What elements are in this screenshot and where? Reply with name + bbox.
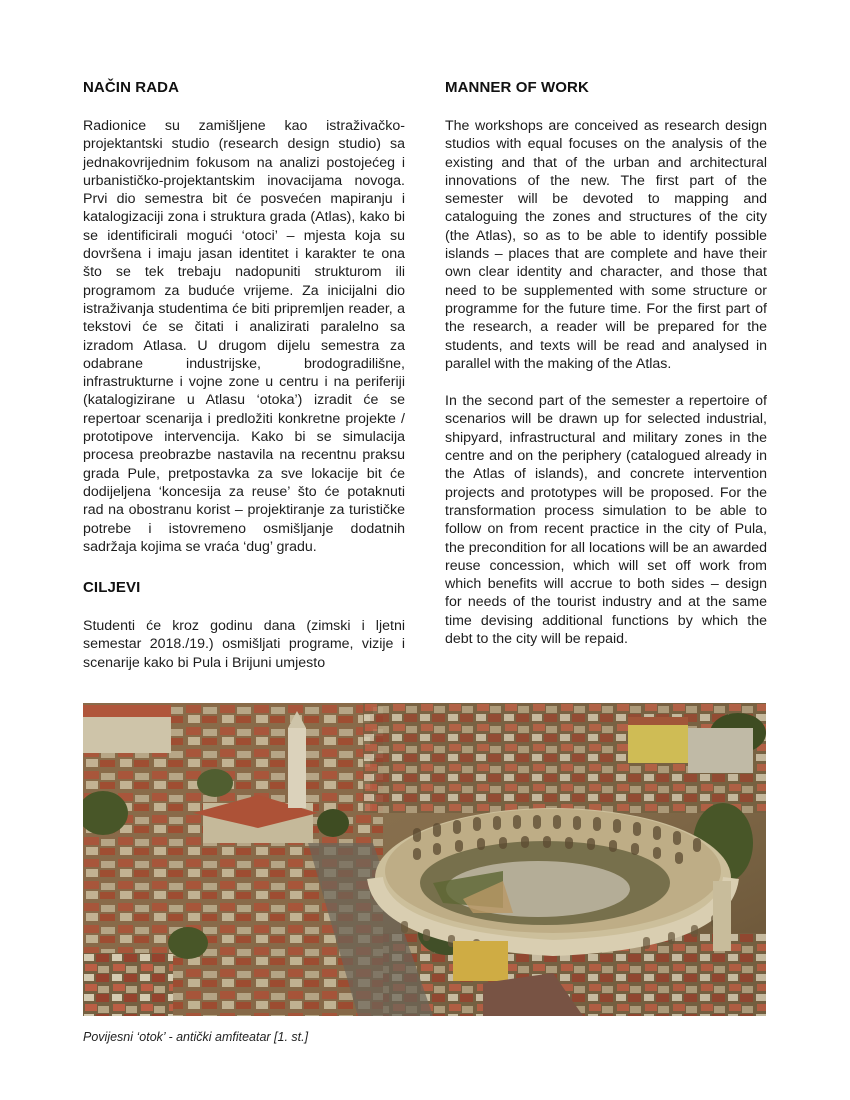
heading-nacin-rada: NAČIN RADA xyxy=(83,79,179,96)
paragraph-manner-of-work-2: In the second part of the semester a repertoire of scenarios will be drawn up for selected industrial, shipyard, infrastructural and military zones in the centre and on the periphery (catalogued already in the Atlas of islands), and concrete intervention projects and prototypes will be proposed. For the transformation process simulation to be able to follow on from recent practice in the city of Pula, the precondition for all locations will be an awarded reuse concession, which will set off work from which benefits will accrue to both sides – design for needs of the tourist industry and at the same time devising additional functions by which the debt to the city will be repaid. xyxy=(445,393,767,648)
paragraph-manner-of-work-1: The workshops are conceived as research design studios with equal focuses on the analysis of the existing and that of the urban and architectural innovations of the new. The first part of the semester will be devoted to mapping and cataloguing the zones and structures of the city (the Atlas), so as to be able to identify possible islands – places that are complete and have their own clear identity and character, and those that need to be supplemented with some structure or programme for the future time. For the first part of the research, a reader will be prepared for the students, and texts will be read and analysed in parallel with the making of the Atlas. xyxy=(445,118,767,372)
aerial-photo-pula-arena xyxy=(83,703,766,1016)
right-column xyxy=(445,78,767,648)
figure-caption: Povijesni ‘otok’ - antički amfiteatar [1. st.] xyxy=(83,1030,309,1044)
left-column xyxy=(83,78,405,672)
heading-manner-of-work: MANNER OF WORK xyxy=(445,79,589,96)
photo-illustration xyxy=(83,703,766,1016)
paragraph-nacin-rada: Radionice su zamišljene kao istraživačko-projektantski studio (research design studio) sa jednakovrijednim fokusom na analizi postojećeg i urbanističko-projektantskim inovacijama novoga. Prvi dio semestra bit će posvećen mapiranju i katalogizaciji zona i struktura grada (Atlas), kako bi se identificirali mogući ‘otoci’ – mjesta koja su dovršena i imaju jasan identitet i karakter te ona što se tek trebaju nadopuniti strukturom ili programom za buduće vrijeme. Za inicijalni dio istraživanja studentima će biti pripremljen reader, a tekstovi će se čitati i analizirati paralelno sa izradom Atlasa. U drugom dijelu semestra za odabrane industrijske, brodogradilišne, infrastrukturne i vojne zone u centru i na periferiji (katalogizirane u Atlasu ‘otoka’) izradit će se repertoar scenarija i predložiti konkretne projekte / prototipove intervencija. Kako bi se simulacija procesa preobrazbe nastavila na recentnu praksu grada Pule, pretpostavka za sve lokacije bit će dodijeljena ‘koncesija za reuse’ što će potaknuti rad na obostranu korist – projektiranje za turističke potrebe i istovremeno osmišljanje dodatnih sadržaja kojima se vraća ‘dug’ gradu. xyxy=(83,118,405,555)
paragraph-ciljevi: Studenti će kroz godinu dana (zimski i ljetni semestar 2018./19.) osmišljati programe, vizije i scenarije kako bi Pula i Brijuni umjesto xyxy=(83,618,405,671)
heading-ciljevi: CILJEVI xyxy=(83,579,141,597)
